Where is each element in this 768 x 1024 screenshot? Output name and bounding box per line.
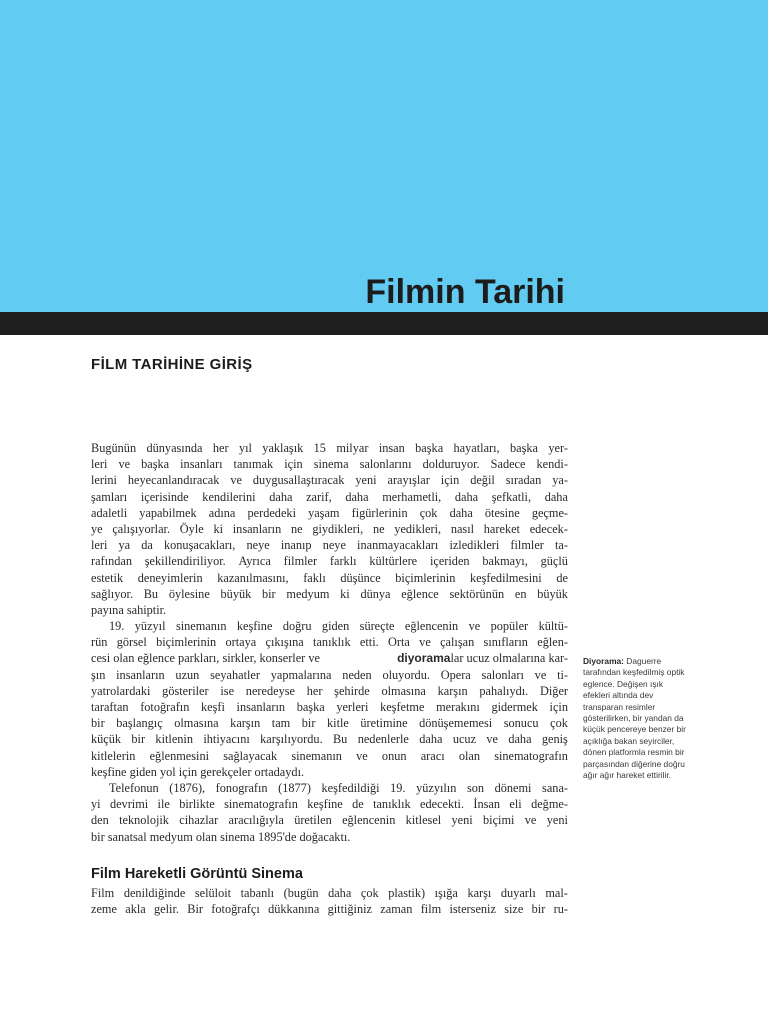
text-line: leri ya da konuşacakları, neye inanıp neye inanmayacakları izledikleri filmler ta-	[91, 538, 568, 553]
text-line: yatrolardaki gösteriler ise neredeyse her şehirde olmasına karşın pahalıydı. Diğer	[91, 683, 568, 698]
text-line: leri ve başka insanları tanımak için sinema salonlarını dolduruyor. Sadece kendi-	[91, 457, 568, 472]
margin-note-line: efekleri altında dev	[583, 690, 654, 701]
text-line: küçük bir kitlenin ihtiyacını karşılıyordu. Bu nedenlerle daha ucuz ve daha geniş	[91, 732, 568, 747]
text-line: zeme akla gelir. Bir fotoğrafçı dükkanına gittiğiniz zaman film isterseniz size bir ru-	[91, 902, 568, 917]
margin-note-term: Diyorama:	[583, 656, 624, 666]
text-line: sağlıyor. Bu öylesine büyük bir medyum ki dünya eğlence sektörünün en büyük	[91, 586, 568, 601]
text-line: şamları içerisinde kendilerini daha zarif, daha merhametli, daha şefkatli, daha	[91, 489, 568, 504]
text-line: bir sanatsal medyum olan sinema 1895'de doğacaktı.	[91, 829, 351, 844]
text-line: lerini heyecanlandıracak ve duygusallaştıracak yeni arayışlar için değil sıradan ya-	[91, 473, 568, 488]
text-line: şın insanların uzun seyahatler yapmalarına neden oluyordu. Opera salonları ve ti-	[91, 667, 568, 682]
margin-note-diyorama	[583, 656, 701, 781]
margin-note-line: küçük pencereye benzer bir	[583, 724, 686, 735]
term-segment	[397, 650, 568, 666]
chapter-title: Filmin Tarihi	[365, 273, 565, 311]
text-line: den teknolojik cihazlar aracılığıyla üretilen eğlencenin kitlesel yeni biçimi ve yeni	[91, 813, 568, 828]
margin-note-line: parçasından diğerine doğru	[583, 758, 685, 769]
text-line: adaletli yapabilmek adına perdedeki yaşam figürlerinin çok daha ötesine geçme-	[91, 505, 568, 520]
text-line: rün görsel biçimlerinin ortaya çıkışına tanıklık etti. Orta ve çalışan sınıfların eğlen-	[91, 635, 568, 650]
margin-note-line	[583, 656, 701, 667]
margin-note-line: gösterilirken, bir yandan da	[583, 713, 684, 724]
text-line: ye çalışıyorlar. Öyle ki insanların ne giydikleri, ne yedikleri, nasıl hareket edecek-	[91, 521, 568, 536]
margin-note-line: tarafından keşfedilmiş optik	[583, 667, 685, 678]
text-line: Bugünün dünyasında her yıl yaklaşık 15 milyar insan başka hayatları, başka yer-	[91, 441, 568, 455]
text-line: Telefonun (1876), fonografın (1877) keşfedildiği 19. yüzyılın son dönemi sana-	[109, 780, 568, 795]
margin-note-line: açıklığa bakan seyirciler,	[583, 735, 675, 746]
margin-note-line: ağır ağır hareket ettirilir.	[583, 770, 671, 781]
text-line: bir başlangıç olmasına karşın tam bir kitle üretimine dönüşememesi sonucu çok	[91, 716, 568, 731]
paragraph-2	[91, 618, 568, 780]
text-line: payına sahiptir.	[91, 602, 167, 617]
section-heading: FİLM TARİHİNE GİRİŞ	[91, 356, 253, 373]
margin-note-line: dönen platformla resmin bir	[583, 747, 685, 758]
text-line: kitlelerin eğlenmesini sağlayacak sinemanın ve onun aracı olan sinematografın	[91, 748, 568, 763]
margin-note-text: Daguerre	[626, 656, 662, 666]
text-line: keşfine giden yol için gerekçeler ortadaydı.	[91, 764, 305, 779]
text-segment: lar ucuz olmalarına kar-	[450, 651, 568, 666]
glossary-term-diyorama: diyorama	[397, 651, 451, 666]
chapter-banner	[0, 0, 768, 312]
text-line: taraftan fotoğrafın keşfi insanların başka yerleri keşfetme merakını gidermek için	[91, 700, 568, 714]
text-segment: cesi olan eğlence parkları, sirkler, konserler ve	[91, 651, 320, 666]
text-line: 19. yüzyıl sinemanın keşfine doğru giden süreçte eğlencenin ve popüler kültü-	[109, 619, 568, 634]
subsection-heading: Film Hareketli Görüntü Sinema	[91, 866, 303, 882]
text-line: estetik deneyimlerin kazanılmasını, faklı düşünce biçimlerinin keşfedilmesini de	[91, 570, 568, 585]
paragraph-3	[91, 780, 568, 845]
text-line-with-term	[91, 650, 568, 666]
text-line: rafından şekillendiriliyor. Ayrıca filmler farklı kültürlere içeriden bakmayı, güçlü	[91, 554, 568, 569]
text-line: yi devrimi ile birlikte sinematografın keşfine de tanıklık edecekti. İnsan eli değme-	[91, 797, 568, 812]
margin-note-line: eglence. Değişen ışık	[583, 678, 664, 689]
chapter-divider-bar	[0, 312, 768, 335]
body-text	[91, 440, 568, 845]
paragraph-1	[91, 440, 568, 618]
text-line: Film denildiğinde selüloit tabanlı (bugün daha çok plastik) ışığa karşı duyarlı mal-	[91, 886, 568, 900]
margin-note-line: transparan resimler	[583, 701, 656, 712]
subsection-body	[91, 885, 568, 917]
